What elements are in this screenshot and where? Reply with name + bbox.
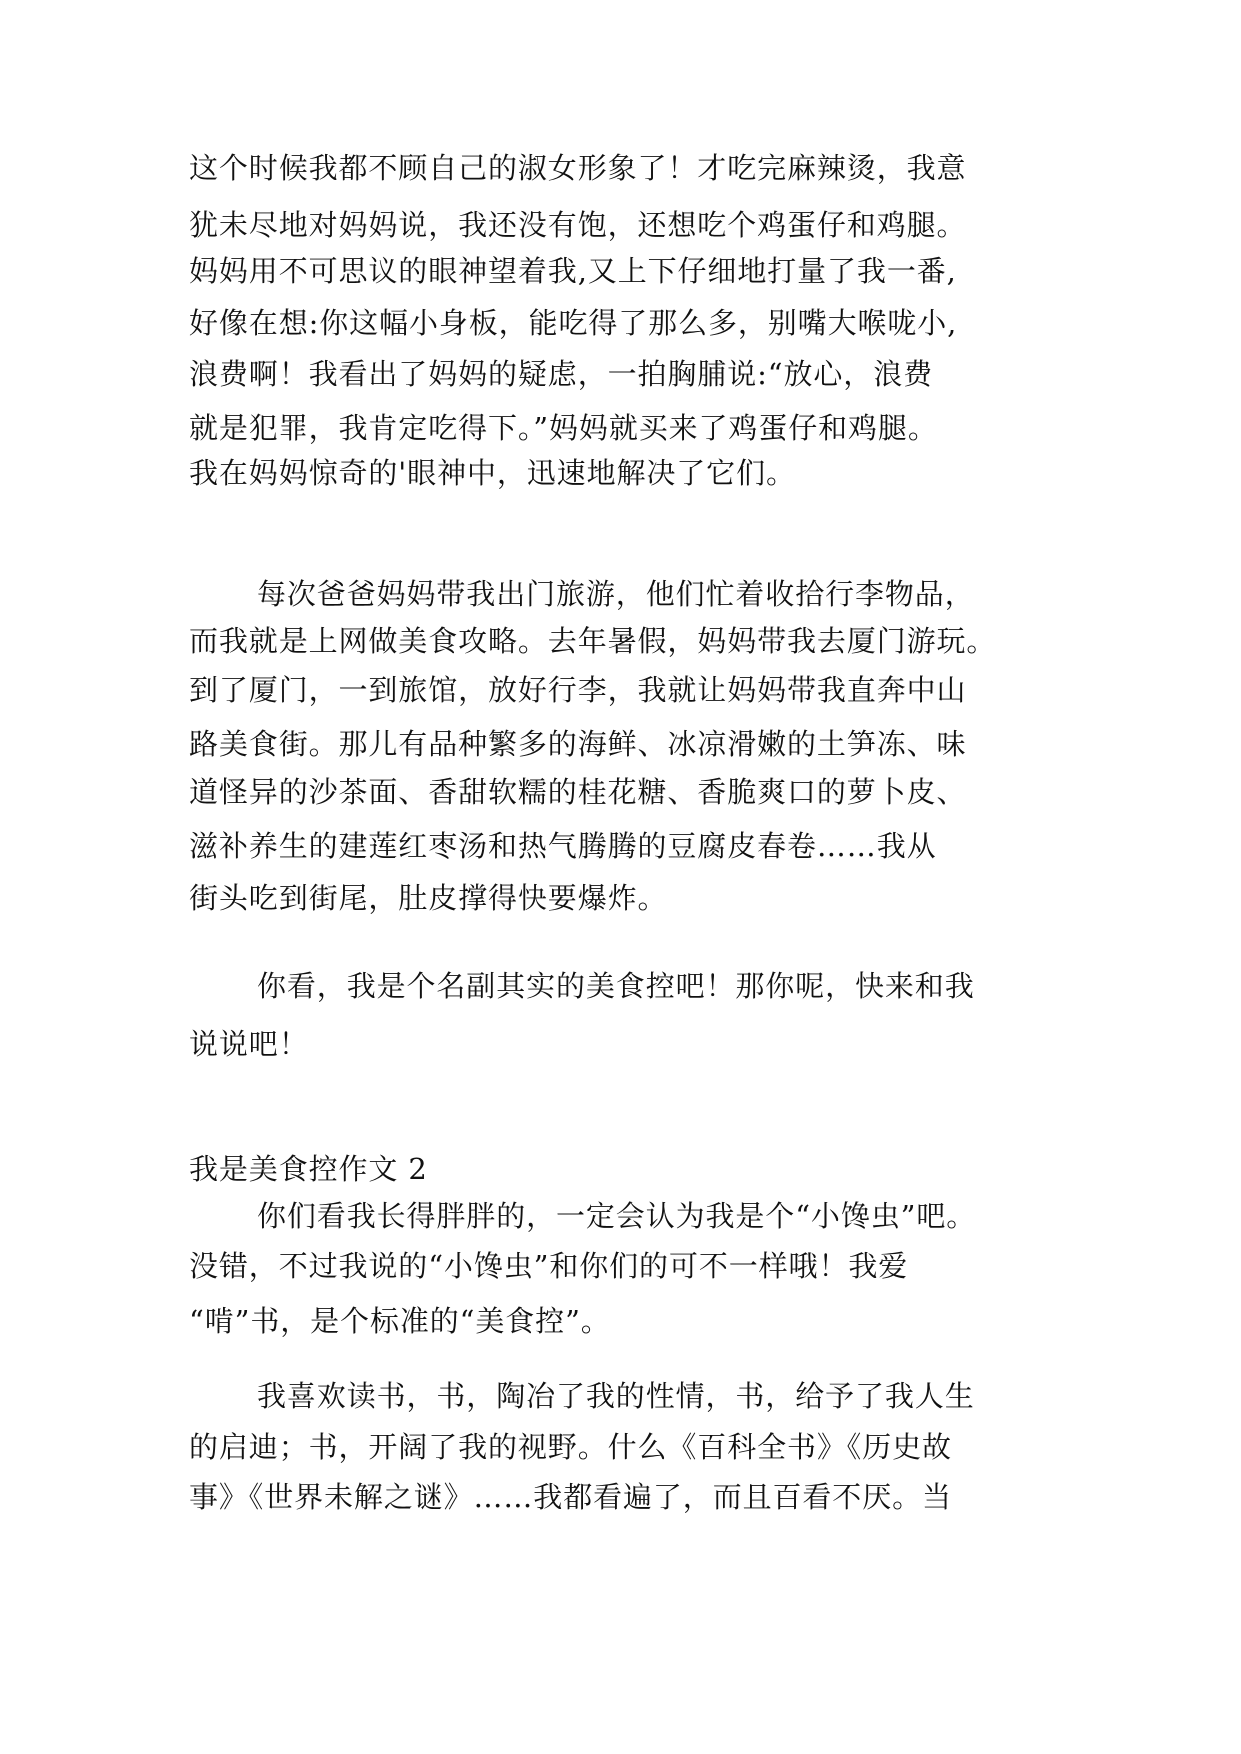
- paragraph-first-line: 我喜欢读书，书，陶冶了我的性情，书，给予了我人生: [257, 1379, 975, 1413]
- text-line: 街头吃到街尾，肚皮撑得快要爆炸。: [189, 881, 668, 915]
- text-line: 说说吧！: [189, 1027, 309, 1061]
- text-line: 我在妈妈惊奇的'眼神中，迅速地解决了它们。: [189, 456, 796, 490]
- text-line: 浪费啊！我看出了妈妈的疑虑，一拍胸脯说:“放心，浪费: [189, 357, 933, 391]
- text-line: 的启迪；书，开阔了我的视野。什么《百科全书》《历史故: [189, 1430, 952, 1464]
- text-line: 而我就是上网做美食攻略。去年暑假，妈妈带我去厦门游玩。: [189, 624, 997, 658]
- text-line: 道怪异的沙茶面、香甜软糯的桂花糖、香脆爽口的萝卜皮、: [189, 775, 967, 809]
- text-line: “啃”书，是个标准的“美食控”。: [189, 1304, 611, 1338]
- paragraph-first-line: 每次爸爸妈妈带我出门旅游，他们忙着收拾行李物品，: [257, 577, 975, 611]
- text-line: 好像在想:你这幅小身板，能吃得了那么多，别嘴大喉咙小,: [189, 306, 958, 340]
- text-line: 犹未尽地对妈妈说，我还没有饱，还想吃个鸡蛋仔和鸡腿。: [189, 208, 967, 242]
- text-line: 这个时候我都不顾自己的淑女形象了！才吃完麻辣烫，我意: [189, 151, 967, 185]
- text-line: 没错，不过我说的“小馋虫”和你们的可不一样哦！我爱: [189, 1249, 909, 1283]
- text-line: 妈妈用不可思议的眼神望着我,又上下仔细地打量了我一番,: [189, 254, 957, 288]
- text-line: 就是犯罪，我肯定吃得下。”妈妈就买来了鸡蛋仔和鸡腿。: [189, 411, 938, 445]
- paragraph-first-line: 你们看我长得胖胖的，一定会认为我是个“小馋虫”吧。: [257, 1199, 977, 1233]
- text-line: 事》《世界未解之谜》……我都看遍了，而且百看不厌。当: [189, 1480, 952, 1514]
- section-heading: 我是美食控作文 2: [189, 1152, 428, 1186]
- text-line: 滋补养生的建莲红枣汤和热气腾腾的豆腐皮春卷……我从: [189, 829, 937, 863]
- text-line: 到了厦门，一到旅馆，放好行李，我就让妈妈带我直奔中山: [189, 673, 967, 707]
- text-line: 路美食街。那儿有品种繁多的海鲜、冰凉滑嫩的土笋冻、味: [189, 727, 967, 761]
- paragraph-first-line: 你看，我是个名副其实的美食控吧！那你呢，快来和我: [257, 969, 975, 1003]
